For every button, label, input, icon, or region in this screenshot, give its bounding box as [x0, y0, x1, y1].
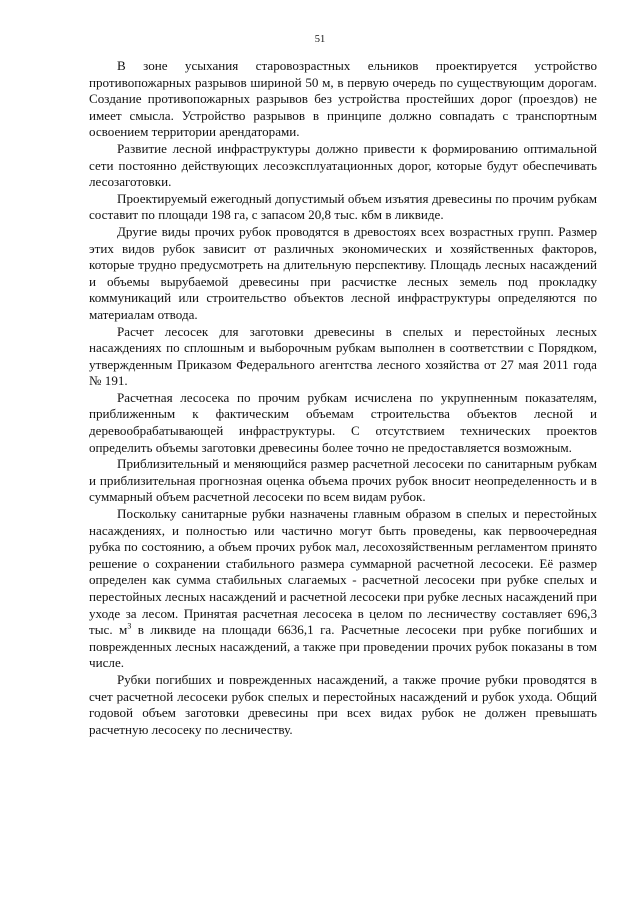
paragraph-uncertainty: Приблизительный и меняющийся размер расчетной лесосеки по санитарным рубкам и приблизительная прогнозная оценка объема прочих рубок вносит неопределенность и в суммарный объем расчетной лесосеки по всем видам рубок.	[89, 456, 597, 505]
paragraph-fire-breaks: В зоне усыхания старовозрастных ельников проектируется устройство противопожарных разрывов шириной 50 м, в первую очередь по существующим дорогам. Создание противопожарных разрывов без устройства простейших дорог (проездов) не имеет смысла. Устройство разрывов в принципе должно совпадать с транспортным освоением территории арендаторами.	[89, 58, 597, 140]
paragraph-other-cuttings: Другие виды прочих рубок проводятся в древостоях всех возрастных групп. Размер этих видов рубок зависит от различных экономических и хозяйственных факторов, которые трудно предусмотреть на длительную перспективу. Площадь лесных насаждений и объемы вырубаемой древесины при расчистке лесных земель под прокладку коммуникаций или строительство объектов лесной инфраструктуры определяются по материалам отвода.	[89, 223, 597, 322]
paragraph-8-text-b: в ликвиде на площади 6636,1 га. Расчетные лесосеки при рубке погибших и поврежденных лесных насаждений, а также при проведении прочих рубок показаны в том числе.	[89, 622, 597, 671]
cubic-superscript: 3	[127, 621, 132, 631]
document-body	[89, 58, 597, 738]
page-number: 51	[314, 34, 326, 45]
paragraph-annual-volume: Проектируемый ежегодный допустимый объем изъятия древесины по прочим рубкам составит по площади 198 га, с запасом 20,8 тыс. кбм в ликвиде.	[89, 190, 597, 223]
paragraph-infrastructure: Развитие лесной инфраструктуры должно привести к формированию оптимальной сети постоянно действующих лесоэксплуатационных дорог, которые будут обеспечивать лесозаготовки.	[89, 140, 597, 190]
paragraph-damaged-stands: Рубки погибших и поврежденных насаждений, а также прочие рубки проводятся в счет расчетной лесосеки рубок спелых и перестойных насаждений и рубок ухода. Общий годовой объем заготовки древесины при всех видах рубок не должен превышать расчетную лесосеку по лесничеству.	[89, 671, 597, 737]
paragraph-total-allowable-cut	[89, 506, 597, 672]
paragraph-allowable-cut: Расчетная лесосека по прочим рубкам исчислена по укрупненным показателям, приближенным к фактическим объемам строительства объектов лесной и деревообрабатывающей инфраструктуры. С отсутствием технических проектов определить объемы заготовки древесины более точно не предоставляется возможным.	[89, 389, 597, 455]
paragraph-8-text-a: Поскольку санитарные рубки назначены главным образом в спелых и перестойных насаждениях, и полностью или частично могут быть проведены, как первоочередная рубка по состоянию, а объем прочих рубок мал, лесохозяйственным регламентом принято решение о сохранении стабильного размера суммарной расчетной лесосеки. Её размер определен как сумма стабильных слагаемых - расчетной лесосеки при рубке спелых и перестойных лесных насаждений и расчетной лесосеки при рубке лесных насаждений при уходе за лесом. Принятая расчетная лесосека в целом по лесничеству составляет 696,3 тыс. м	[89, 506, 597, 638]
paragraph-calculation-order: Расчет лесосек для заготовки древесины в спелых и перестойных лесных насаждениях по сплошным и выборочным рубкам выполнен в соответствии с Порядком, утвержденным Приказом Федерального агентства лесного хозяйства от 27 мая 2011 года № 191.	[89, 323, 597, 389]
